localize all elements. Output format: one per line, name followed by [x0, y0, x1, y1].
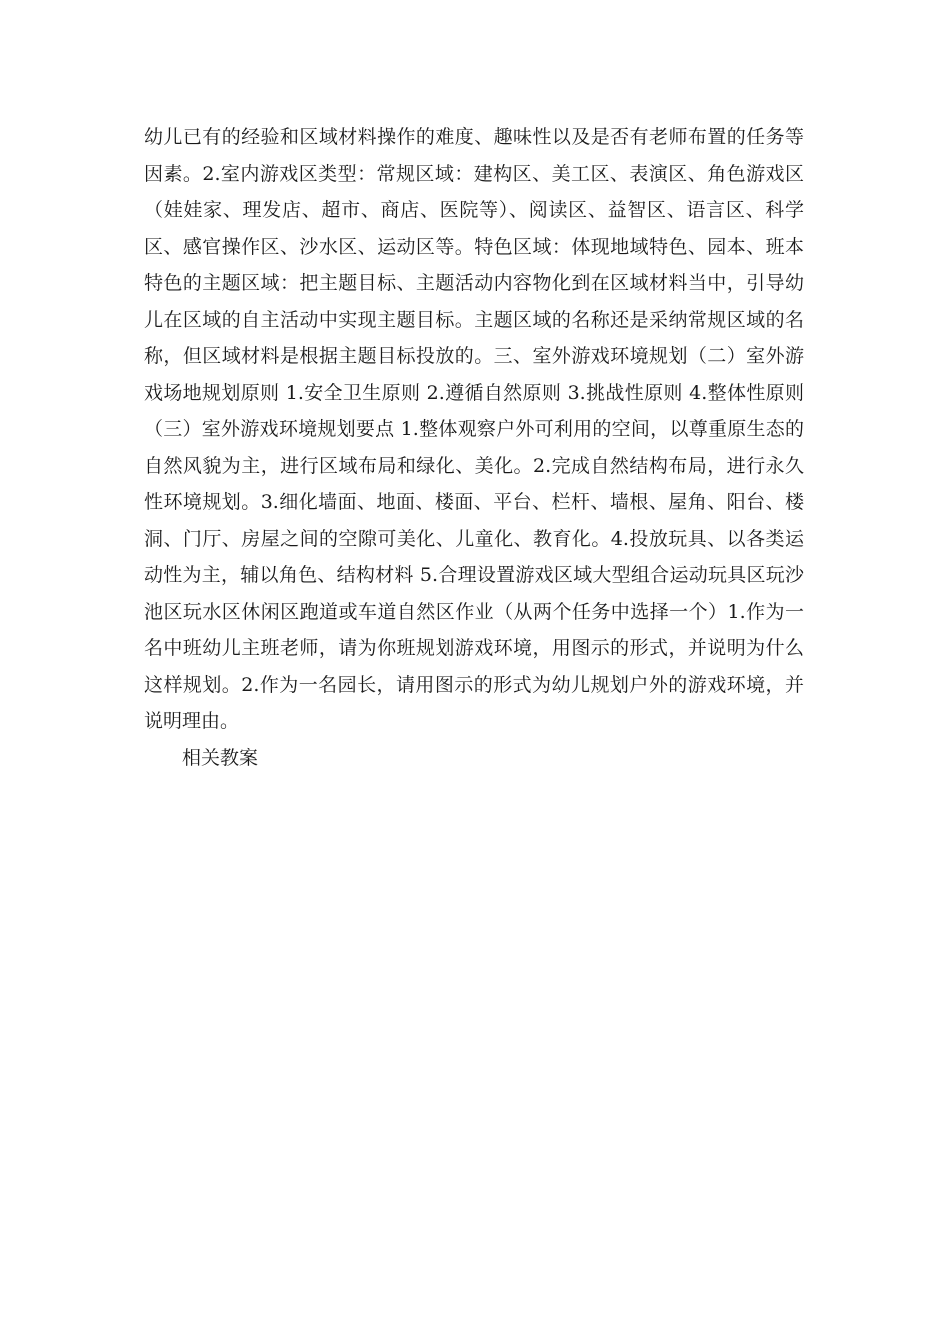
document-body [144, 119, 804, 776]
paragraph-line-7: 称，但区域材料是根据主题目标投放的。三、室外游戏环境规划（二）室外游 [144, 345, 804, 367]
paragraph-line-5: 特色的主题区域：把主题目标、主题活动内容物化到在区域材料当中，引导幼 [144, 272, 804, 294]
paragraph-line-2: 因素。2.室内游戏区类型：常规区域：建构区、美工区、表演区、角色游戏区 [144, 162, 804, 185]
paragraph-line-8: 戏场地规划原则 1.安全卫生原则 2.遵循自然原则 3.挑战性原则 4.整体性原则 [144, 381, 804, 404]
paragraph-line-1: 幼儿已有的经验和区域材料操作的难度、趣味性以及是否有老师布置的任务等 [144, 126, 804, 148]
paragraph-line-11: 性环境规划。3.细化墙面、地面、楼面、平台、栏杆、墙根、屋角、阳台、楼 [144, 491, 804, 513]
paragraph-line-15: 名中班幼儿主班老师，请为你班规划游戏环境，用图示的形式，并说明为什么 [144, 637, 804, 659]
paragraph-line-4: 区、感官操作区、沙水区、运动区等。特色区域：体现地域特色、园本、班本 [144, 235, 804, 258]
paragraph-line-13: 动性为主，辅以角色、结构材料 5.合理设置游戏区域大型组合运动玩具区玩沙 [144, 564, 804, 586]
paragraph-line-10: 自然风貌为主，进行区域布局和绿化、美化。2.完成自然结构布局，进行永久 [144, 454, 804, 477]
paragraph-line-17: 说明理由。 [144, 710, 240, 732]
paragraph-line-6: 儿在区域的自主活动中实现主题目标。主题区域的名称还是采纳常规区域的名 [144, 308, 804, 331]
paragraph-line-16: 这样规划。2.作为一名园长，请用图示的形式为幼儿规划户外的游戏环境，并 [144, 673, 804, 696]
paragraph-line-9: （三）室外游戏环境规划要点 1.整体观察户外可利用的空间，以尊重原生态的 [144, 418, 804, 440]
paragraph-line-3: （娃娃家、理发店、超市、商店、医院等）、阅读区、益智区、语言区、科学 [144, 199, 804, 221]
paragraph-line-12: 洞、门厅、房屋之间的空隙可美化、儿童化、教育化。4.投放玩具、以各类运 [144, 527, 804, 550]
related-heading: 相关教案 [182, 746, 259, 769]
paragraph-line-14: 池区玩水区休闲区跑道或车道自然区作业（从两个任务中选择一个）1.作为一 [144, 600, 804, 623]
